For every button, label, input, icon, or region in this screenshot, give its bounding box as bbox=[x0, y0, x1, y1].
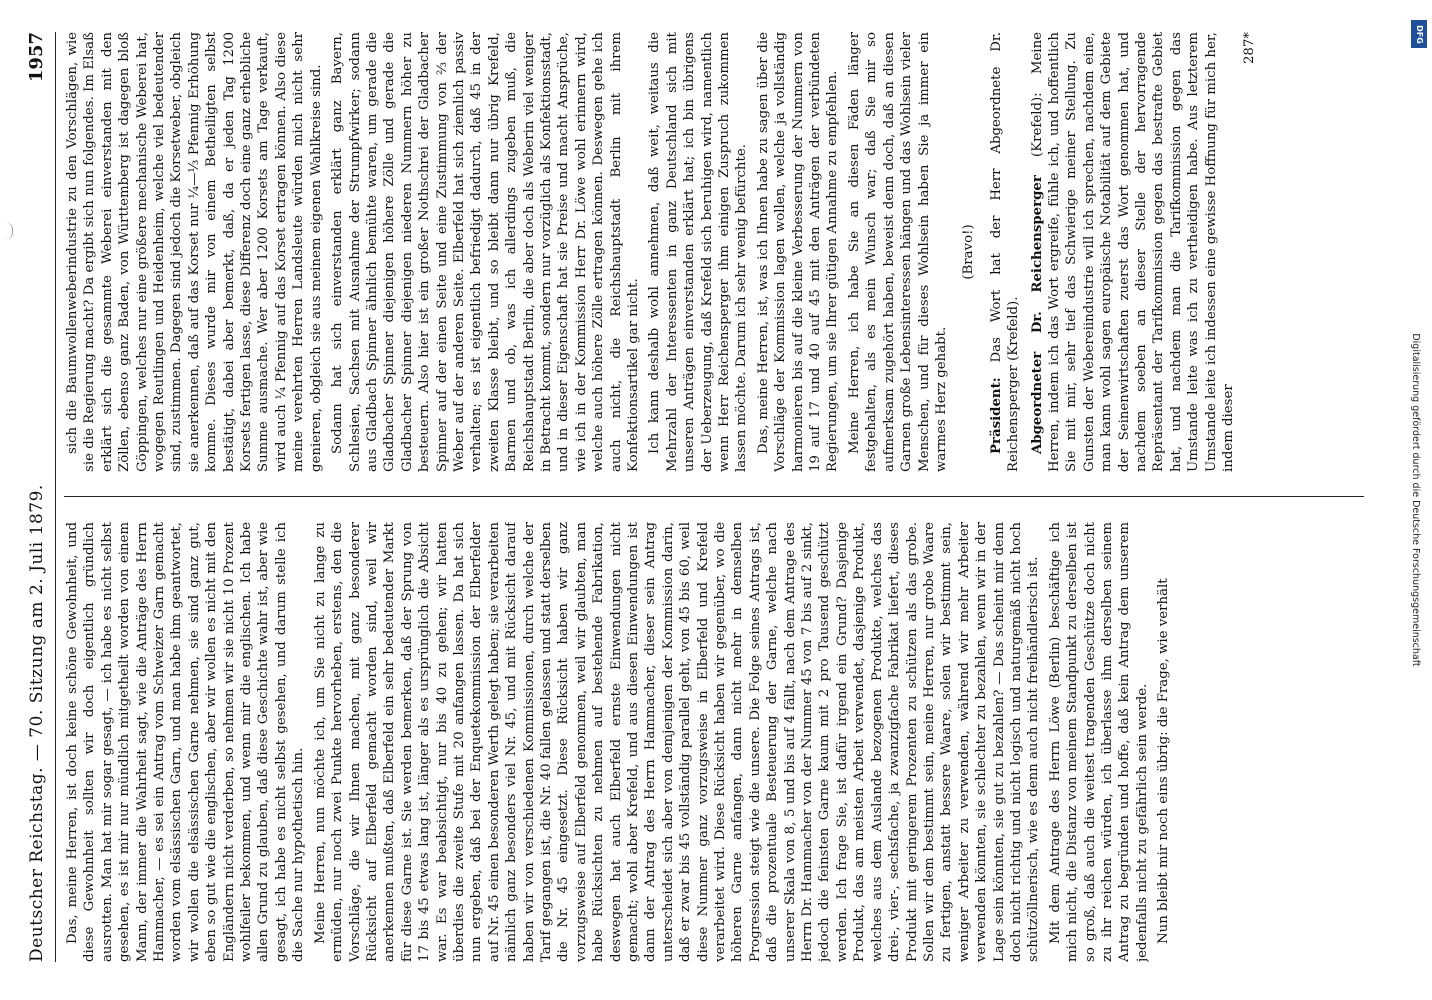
credit-text: Digitalisierung gefördert durch die Deutsche Forschungsgemeinschaft bbox=[1410, 333, 1421, 667]
paragraph: Das, meine Herren, ist, was ich Ihnen habe zu sagen über die Vorschläge der Kommission lagen wollen, welche ja vollständig harmonieren bis auf die kleine Verbesserung der Nummern von 19 auf 17 und 40 auf 45 mit den Anträgen der verbündeten Regierungen, um sie Ihrer gütigen Annahme zu empfehlen. bbox=[755, 32, 841, 472]
right-column bbox=[64, 32, 1364, 472]
paragraph: Ich kann deshalb wohl annehmen, daß weit, weitaus die Mehrzahl der Interessenten in ganz Deutschland sich mit unseren Anträgen einverstanden erklärt hat; ich bin übrigens der Ueberzeugung, daß Krefeld sich beruhigen wird, namentlich wenn Herr Reichensperger ihm einigen Zuspruch zukommen lassen möchte. Darum ich sehr wenig befürchte. bbox=[647, 32, 750, 472]
speech bbox=[1029, 32, 1238, 472]
running-title: Deutscher Reichstag. — 70. Sitzung am 2. Juli 1879. bbox=[27, 484, 47, 962]
paragraph: Mit dem Antrage des Herrn Löwe (Berlin) beschäftige ich mich nicht, die Distanz von meinem Standpunkt zu derselben ist so groß, daß auch die weitest tragenden Geschütze doch nicht zu ihr reichen würden, ich überlasse ihm derselben seinem Antrag zu begründen und hoffe, daß kein Antrag dem unserem jedenfalls nicht zu gefährlich sein werde. bbox=[1047, 522, 1150, 962]
applause-note: (Bravo!) bbox=[961, 224, 977, 280]
president-text: Das Wort hat der Herr Abgeordnete Dr. Reichensperger (Krefeld). bbox=[988, 32, 1022, 472]
paragraph: Sodann hat sich einverstanden erklärt ganz Bayern, Schlesien, Sachsen mit Ausnahme der Strumpfwirker; sodann aus Gladbach Spinner ähnlich bemühte waren, um gerade die Gladbacher Spinner diejenigen höhere Zölle und gerade die Gladbacher Spinner diejenigen niederen Nummern höher zu besteuern. Also hier ist ein großer Nothschrei der Gladbacher Spinner auf der einen Seite und eine Zustimmung von ⅔ der Weber auf der anderen Seite. Elberfeld hat sich ziemlich passiv verhalten; es ist eigentlich befriedigt dadurch, daß 45 in der zweiten Klasse bleibt, und so bleibt dann nur übrig Krefeld, Barmen und ob, was ich allerdings zugeben muß, die Reichshauptstadt Berlin, die aber doch als Weberin viel weniger in Betracht kommt, sondern nur vorzüglich als Konfektionsstadt, und in dieser Eigenschaft hat sie Preise und macht Ansprüche, wie ich in der Kommission Herr Dr. Löwe wohl erinnern wird, welche auch höhere Zölle ertragen können. Deswegen gehe ich auch nicht, die Reichshauptstadt Berlin mit ihrem Konfektionsartikel gar nicht. bbox=[330, 32, 641, 472]
paragraph: Meine Herren, nun möchte ich, um Sie nicht zu lange zu ermüden, nur noch zwei Punkte hervorheben, erstens, den die Vorschläge, die wir Ihnen machen, mit ganz besonderer Rücksicht auf Elberfeld gemacht worden sind, weil wir anerkennen mußten, daß Elberfeld ein sehr bedeutender Markt für diese Garne ist. Sie werden bemerken, daß der Sprung von 17 bis 45 etwas lang ist, länger als es ursprünglich die Absicht war. Es war beabsichtigt, nur bis 40 zu gehen; wir hatten überdies die zweite Stufe mit 20 anfangen lassen. Da hat sich nun ergeben, daß bei der Enquetekommission der Elberfelder auf Nr. 45 einen besonderen Werth gelegt haben; sie verarbeiten nämlich ganz besonders viel Nr. 45, und mit Rücksicht darauf haben wir von verschiedenen Kommissionen, durch welche der Tarif gegangen ist, die Nr. 40 fallen gelassen und statt derselben die Nr. 45 eingesetzt. Diese Rücksicht haben wir ganz vorzugsweise auf Elberfeld genommen, weil wir glaubten, man habe Rücksichten zu nehmen auf bestehende Fabrikation, deswegen hat auch Elberfeld ernste Einwendungen nicht gemacht; wohl aber Krefeld, und aus diesen Einwendungen ist dann der Antrag des Herrn Hammacher, dieser sein Antrag unterscheidet sich aber von demjenigen der Kommission darin, daß er zwar bis 45 vollständig parallel geht, von 45 bis 60, weil diese Nummer ganz vorzugsweise in Elberfeld und Krefeld verarbeitet wird. Diese Rücksicht haben wir gegenüber, wo die höheren Garne anfangen, dann nicht mehr in demselben Progression steigt wie die unsere. Die Folge seines Antrags ist, daß die prozentuale Besteuerung der Garne, welche nach unserer Skala von 8, 5 und bis auf 4 fällt, nach dem Antrage des Herrn Dr. Hammacher von der Nummer 45 von 7 bis auf 2 sinkt, jedoch die feinsten Garne kaum mit 2 pro Tausend geschützt werden. Ich frage Sie, ist dafür irgend ein Grund? Dasjenige Produkt, das am meisten Arbeit verwendet, dasjenige Produkt, welches aus dem Auslande bezogenen Produkte, welches das drei-, vier-, sechsfache, ja zwanzigfache Fabrikat liefert, dieses Produkt mit geringerem Prozenten zu schützen als das grobe. Sollen wir dem bestimmt sein, meine Herren, nur grobe Waare zu fertigen, anstatt bessere Waare, solen wir bestimmt sein, weniger Arbeiter zu verwenden, während wir mehr Arbeiter verwenden könnten, sie schlechter zu bezahlen, wenn wir in der Lage sein könnten, sie gut zu bezahlen? — Das scheint mir denn doch nicht richtig und nicht logisch und naturgemäß nicht hoch schützöllnerisch, wie es denn auch nicht freihändlerisch ist. bbox=[312, 522, 1042, 962]
speaker-place: (Krefeld): bbox=[1029, 92, 1045, 157]
dfg-logo-text: DFG bbox=[1414, 24, 1424, 44]
digitization-credit bbox=[1402, 20, 1428, 980]
speech-text: Meine Herren, indem ich das Wort ergreife, fühle ich, und hoffentlich Sie mit mir, sehr tief das Schwierige meiner Stellung. Zu Gunsten der Webereiindustrie will ich sprechen, nachdem eine, man kann wohl sagen europäische Notabilität auf dem Gebiete der Seinenwirtschaften zuerst das Wort genommen hat, und nachdem soeben an dieser Stelle der hervorragende Repräsentant der Tarifkommission gegen das bestrafte Gebiet hat, und nachdem man die Tarifkommission gegen das Umstande leite was ich zu vertheidigen habe. Aus letzterem Umstande leite ich indessen eine gewisse Hoffnung für mich her, indem dieser bbox=[1029, 32, 1236, 472]
paragraph: sich die Baumwollenweberindustrie zu den Vorschlägen, wie sie die Regierung macht? Da ergibt sich nun folgendes. Im Elsaß erklärt sich die gesammte Weberei einverstanden mit den Zöllen, ebenso ganz Baden, von Württemberg ist dagegen bloß Göppingen, welches nur eine größere mechanische Weberei hat, wogegen Reutlingen und Heidenheim, welche viel bedeutender sind, zustimmen. Dagegen sind jedoch die Korsetweber, obgleich sie anerkennen, daß auf das Korset nur ¼—⅓ Pfennig Erhöhung komme. Dieses wurde mir von einem Betheiligten selbst bestätigt, dabei aber bemerkt, daß, da er jeden Tag 1200 Korsets fertigen lasse, diese Differenz doch eine ganz erhebliche Summe ausmache. Wer aber 1200 Korsets am Tage verkauft, wird auch ¼ Pfennig auf das Korset ertragen können. Also diese meine verehrten Herren Landsleute würden mich nicht sehr genieren, obgleich sie aus meinem eigenen Wahlkreise sind. bbox=[65, 32, 324, 472]
column-divider bbox=[64, 496, 1364, 497]
president-label: Präsident: bbox=[988, 377, 1004, 454]
left-column bbox=[64, 522, 1364, 962]
signature-mark: 287* bbox=[1242, 32, 1258, 65]
text-columns bbox=[64, 32, 1364, 962]
speaker-label: Abgeordneter Dr. Reichensperger bbox=[1029, 175, 1045, 454]
header-rule bbox=[55, 32, 56, 962]
scan-mark bbox=[0, 222, 13, 240]
page-number: 1957 bbox=[26, 32, 47, 83]
page-header bbox=[22, 32, 52, 962]
paragraph: Nun bleibt mir noch eins übrig: die Frage, wie verhält bbox=[1156, 578, 1172, 944]
president-statement bbox=[988, 32, 1023, 472]
dfg-logo bbox=[1411, 20, 1427, 48]
paragraph: Meine Herren, ich habe Sie an diesen Fäden länger festgehalten, als es mein Wunsch war; daß Sie mir so aufmerksam zugehört haben, beweist denn doch, daß an diesen Garnen große Lebensinteressen hängen und das Wohlsein vieler Menschen, und für dieses Wohlsein haben Sie ja immer ein warmes Herz gehabt. bbox=[846, 32, 949, 472]
paragraph: Das, meine Herren, ist doch keine schöne Gewohnheit, und diese Gewohnheit sollten wir doch eigentlich gründlich ausrotten. Man hat mir sogar gesagt, — ich habe es nicht selbst gesehen, es ist mir nur mündlich mitgetheilt worden von einem Mann, der immer die Wahrheit sagt, wie die Anträge des Herrn Hammacher, — es sei ein Antrag vom Schweizer Garn gemacht worden vom elsässischen Garn, und man habe ihm geantwortet, wir wollen die elsässischen Garne nehmen, sie sind ganz gut, eben so gut wie die englischen, aber wir wollen es nicht mit den Engländern nicht verderben, so nehmen wir sie nicht 10 Prozent wohlfeiler bekommen, und wenn mir die englischen. Ich habe allen Grund zu glauben, daß diese Geschichte wahr ist, aber wie gesagt, ich habe es nicht selbst gesehen, und darum stelle ich die Sache nur hypothetisch hin. bbox=[65, 522, 307, 962]
